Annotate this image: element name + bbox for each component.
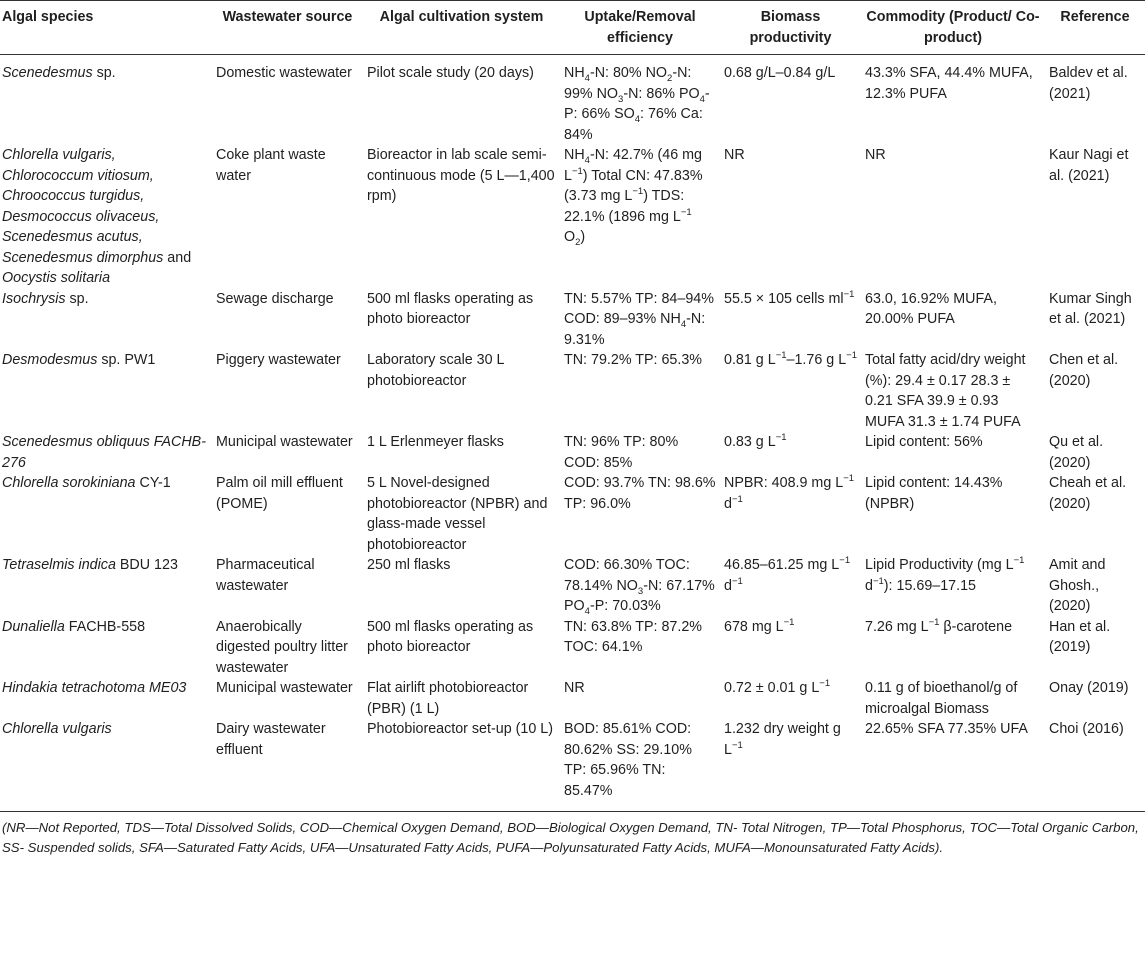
text-segment: Lipid Productivity (mg L bbox=[865, 557, 1014, 573]
cell-wastewater-source: Municipal wastewater bbox=[216, 434, 353, 450]
cell-wastewater-source: Dairy wastewater effluent bbox=[216, 721, 326, 758]
text-segment: 55.5 × 105 cells ml bbox=[724, 290, 844, 307]
text-segment: BDU 123 bbox=[115, 557, 178, 573]
text-segment: : 76% Ca: 84% bbox=[564, 106, 703, 143]
text-segment: -N: 99% NO bbox=[564, 65, 692, 102]
text-segment: O bbox=[564, 229, 576, 245]
cell-cultivation-system: 500 ml flasks operating as photo bioreactor bbox=[367, 618, 534, 655]
cell-reference: Kaur Nagi et al. (2021) bbox=[1049, 147, 1129, 184]
text-segment: –1.76 g L bbox=[786, 352, 847, 368]
text-segment: −1 bbox=[775, 432, 787, 444]
cell-biomass-productivity bbox=[720, 473, 861, 555]
text-segment: −1 bbox=[846, 350, 857, 362]
cell-commodity bbox=[861, 473, 1045, 555]
text-segment: −1 bbox=[731, 739, 743, 751]
text-segment: Lipid content: 56% bbox=[865, 434, 983, 450]
text-segment: 46.85–61.25 mg L bbox=[724, 557, 840, 573]
text-segment: 0.72 ± 0.01 g L bbox=[724, 680, 820, 696]
text-segment: Tetraselmis indica bbox=[2, 557, 116, 573]
cell-algal-species bbox=[0, 473, 212, 555]
cell-commodity bbox=[861, 432, 1045, 473]
text-segment: TN: 5.57% TP: 84–94% COD: 89–93% NH bbox=[564, 290, 714, 327]
text-segment: ) Total CN: 47.83% (3.73 mg L bbox=[564, 167, 703, 204]
cell-uptake-removal bbox=[560, 617, 720, 679]
cell-uptake-removal bbox=[560, 678, 720, 719]
cell-uptake-removal bbox=[560, 432, 720, 473]
text-segment: Dunaliella bbox=[2, 618, 65, 635]
cell-biomass-productivity bbox=[720, 145, 861, 289]
cell-biomass-productivity bbox=[720, 555, 861, 617]
text-segment: -P: 66% SO bbox=[564, 85, 710, 122]
text-segment: −1 bbox=[872, 575, 884, 587]
cell-commodity bbox=[861, 350, 1045, 432]
table-row bbox=[0, 555, 1145, 617]
cell-wastewater-source: Sewage discharge bbox=[216, 290, 334, 307]
cell-wastewater-source: Palm oil mill effluent (POME) bbox=[216, 475, 343, 512]
text-segment: 0.11 g of bioethanol/g of microalgal Biomass bbox=[865, 680, 1018, 717]
text-segment: 0.81 g L bbox=[724, 352, 776, 368]
text-segment: β-carotene bbox=[939, 618, 1013, 635]
text-segment: -N: 42.7% (46 mg L bbox=[564, 147, 702, 184]
text-segment: COD: 66.30% TOC: 78.14% NO bbox=[564, 557, 690, 594]
cell-cultivation-system: Photobioreactor set-up (10 L) bbox=[367, 721, 553, 737]
text-segment: Chlorella vulgaris, Chlorococcum vitiosum, Chroococcus turgidus, Desmococcus olivaceus, Scenedesmus acutus, Scenedesmus dimorphus bbox=[2, 147, 164, 266]
text-segment: -N: 9.31% bbox=[564, 311, 706, 348]
table-body bbox=[0, 55, 1145, 812]
table-row bbox=[0, 145, 1145, 289]
cell-uptake-removal bbox=[560, 55, 720, 146]
text-segment: ): 15.69–17.15 bbox=[883, 577, 977, 594]
cell-cultivation-system: Pilot scale study (20 days) bbox=[367, 65, 534, 81]
cell-uptake-removal bbox=[560, 555, 720, 617]
table-row bbox=[0, 55, 1145, 146]
cell-cultivation-system: Laboratory scale 30 L photobioreactor bbox=[367, 352, 504, 389]
text-segment: -N: 86% PO bbox=[623, 85, 700, 102]
header-commodity: Commodity (Product/ Co-product) bbox=[866, 9, 1040, 46]
text-segment: 4 bbox=[699, 93, 705, 105]
cell-biomass-productivity bbox=[720, 432, 861, 473]
cell-wastewater-source: Domestic wastewater bbox=[216, 65, 352, 81]
text-segment: 2 bbox=[575, 236, 581, 248]
text-segment: −1 bbox=[632, 186, 644, 198]
cell-uptake-removal bbox=[560, 289, 720, 351]
text-segment: 7.26 mg L bbox=[865, 618, 929, 635]
text-segment: ) TDS: 22.1% (1896 mg L bbox=[564, 188, 685, 225]
text-segment: −1 bbox=[731, 575, 743, 587]
text-segment: -N: 80% NO bbox=[589, 65, 668, 81]
text-segment: Desmodesmus bbox=[2, 352, 98, 368]
text-segment: 4 bbox=[584, 605, 590, 617]
cell-reference: Choi (2016) bbox=[1049, 721, 1124, 737]
text-segment: Hindakia tetrachotoma ME03 bbox=[2, 680, 187, 696]
text-segment: −1 bbox=[843, 473, 855, 485]
text-segment: TN: 63.8% TP: 87.2% TOC: 64.1% bbox=[564, 618, 703, 655]
cell-uptake-removal bbox=[560, 145, 720, 289]
cell-algal-species bbox=[0, 617, 212, 679]
text-segment: sp. bbox=[65, 290, 89, 307]
cell-biomass-productivity bbox=[720, 289, 861, 351]
cell-algal-species bbox=[0, 678, 212, 719]
cell-reference: Qu et al. (2020) bbox=[1049, 434, 1104, 471]
text-segment: 43.3% SFA, 44.4% MUFA, 12.3% PUFA bbox=[865, 65, 1033, 102]
text-segment: 4 bbox=[634, 113, 641, 125]
cell-algal-species bbox=[0, 350, 212, 432]
table-row bbox=[0, 289, 1145, 351]
text-segment: 3 bbox=[637, 585, 644, 597]
text-segment: Isochrysis bbox=[2, 290, 66, 307]
cell-algal-species bbox=[0, 289, 212, 351]
cell-wastewater-source: Coke plant waste water bbox=[216, 147, 326, 184]
text-segment: NH bbox=[564, 65, 585, 81]
text-segment: Scenedesmus bbox=[2, 65, 93, 81]
text-segment: -N: 67.17% PO bbox=[564, 577, 715, 614]
cell-commodity bbox=[861, 617, 1045, 679]
header-biomass-productivity: Biomass productivity bbox=[749, 9, 832, 46]
text-segment: −1 bbox=[1013, 555, 1025, 567]
text-segment: NPBR: 408.9 mg L bbox=[724, 475, 844, 491]
text-segment: NR bbox=[865, 147, 886, 163]
cell-commodity bbox=[861, 555, 1045, 617]
table-row bbox=[0, 719, 1145, 812]
table-footnote: (NR—Not Reported, TDS—Total Dissolved Solids, COD—Chemical Oxygen Demand, BOD—Biological Oxygen Demand, TN- Total Nitrogen, TP—Total Phosphorus, TOC—Total Organic Carbon, SS- Suspended solids, SFA—Saturated Fatty Acids, UFA—Unsaturated Fatty Acids, PUFA—Polyunsaturated Fatty Acids, MUFA—Monounsaturated Fatty Acids). bbox=[2, 820, 1139, 855]
text-segment: −1 bbox=[680, 206, 692, 218]
text-segment: ) bbox=[580, 229, 586, 245]
table-row bbox=[0, 473, 1145, 555]
cell-biomass-productivity bbox=[720, 719, 861, 812]
text-segment: Total fatty acid/dry weight (%): 29.4 ± 0.17 28.3 ± 0.21 SFA 39.9 ± 0.93 MUFA 31.3 ± 1.74 PUFA bbox=[865, 352, 1026, 430]
text-segment: Chlorella vulgaris bbox=[2, 721, 112, 737]
text-segment: d bbox=[865, 577, 873, 594]
cell-wastewater-source: Anaerobically digested poultry litter wastewater bbox=[216, 618, 348, 676]
header-wastewater-source: Wastewater source bbox=[222, 9, 353, 25]
text-segment: d bbox=[724, 495, 732, 512]
text-segment: CY-1 bbox=[135, 475, 171, 491]
cell-reference: Cheah et al. (2020) bbox=[1049, 475, 1127, 512]
text-segment: sp. PW1 bbox=[97, 352, 156, 368]
text-segment: FACHB-558 bbox=[64, 618, 146, 635]
text-segment: 63.0, 16.92% MUFA, 20.00% PUFA bbox=[865, 290, 997, 327]
text-segment: NR bbox=[724, 147, 745, 163]
text-segment: Lipid content: 14.43% (NPBR) bbox=[865, 475, 1003, 512]
cell-reference: Chen et al. (2020) bbox=[1049, 352, 1119, 389]
cell-cultivation-system: 1 L Erlenmeyer flasks bbox=[367, 434, 504, 450]
text-segment: Oocystis solitaria bbox=[2, 270, 111, 286]
cell-uptake-removal bbox=[560, 719, 720, 812]
cell-uptake-removal bbox=[560, 350, 720, 432]
cell-cultivation-system: 250 ml flasks bbox=[367, 557, 451, 573]
text-segment: −1 bbox=[571, 165, 583, 177]
cell-cultivation-system: 5 L Novel-designed photobioreactor (NPBR) and glass-made vessel photobioreactor bbox=[367, 475, 548, 553]
cell-algal-species bbox=[0, 432, 212, 473]
text-segment: Scenedesmus obliquus FACHB-276 bbox=[2, 434, 206, 471]
header-algal-species: Algal species bbox=[2, 9, 94, 25]
header-cultivation-system: Algal cultivation system bbox=[379, 9, 544, 25]
cell-algal-species bbox=[0, 719, 212, 812]
cell-wastewater-source: Piggery wastewater bbox=[216, 352, 341, 368]
cell-reference: Baldev et al. (2021) bbox=[1049, 65, 1128, 102]
table-header-row bbox=[0, 1, 1145, 55]
cell-reference: Kumar Singh et al. (2021) bbox=[1049, 290, 1132, 327]
text-segment: 0.68 g/L–0.84 g/L bbox=[724, 65, 836, 81]
table-row bbox=[0, 617, 1145, 679]
text-segment: BOD: 85.61% COD: 80.62% SS: 29.10% TP: 65.96% TN: 85.47% bbox=[564, 721, 692, 799]
text-segment: 4 bbox=[680, 318, 687, 330]
cell-biomass-productivity bbox=[720, 678, 861, 719]
cell-algal-species bbox=[0, 55, 212, 146]
cell-algal-species bbox=[0, 555, 212, 617]
header-reference: Reference bbox=[1060, 9, 1130, 25]
text-segment: 678 mg L bbox=[724, 618, 784, 635]
cell-biomass-productivity bbox=[720, 55, 861, 146]
text-segment: 3 bbox=[618, 93, 624, 105]
text-segment: sp. bbox=[92, 65, 116, 81]
text-segment: −1 bbox=[928, 616, 940, 628]
text-segment: 22.65% SFA 77.35% UFA bbox=[865, 721, 1028, 737]
table-row bbox=[0, 350, 1145, 432]
text-segment: NR bbox=[564, 680, 585, 696]
text-segment: 4 bbox=[584, 72, 590, 84]
cell-algal-species bbox=[0, 145, 212, 289]
text-segment: 0.83 g L bbox=[724, 434, 776, 450]
text-segment: -P: 70.03% bbox=[589, 598, 661, 614]
text-segment: COD: 93.7% TN: 98.6% TP: 96.0% bbox=[564, 475, 716, 512]
cell-cultivation-system: Bioreactor in lab scale semi-continuous mode (5 L—1,400 rpm) bbox=[367, 147, 555, 204]
cell-uptake-removal bbox=[560, 473, 720, 555]
cell-wastewater-source: Pharmaceutical wastewater bbox=[216, 557, 315, 594]
cell-biomass-productivity bbox=[720, 617, 861, 679]
text-segment: −1 bbox=[843, 288, 855, 300]
cell-commodity bbox=[861, 719, 1045, 812]
text-segment: TN: 79.2% TP: 65.3% bbox=[564, 352, 703, 368]
text-segment: 4 bbox=[584, 154, 590, 166]
table-row bbox=[0, 678, 1145, 719]
cell-commodity bbox=[861, 145, 1045, 289]
cell-reference: Han et al. (2019) bbox=[1049, 618, 1111, 655]
cell-wastewater-source: Municipal wastewater bbox=[216, 680, 353, 696]
text-segment: −1 bbox=[783, 616, 795, 628]
table-row bbox=[0, 432, 1145, 473]
text-segment: and bbox=[163, 249, 192, 266]
cell-cultivation-system: 500 ml flasks operating as photo bioreactor bbox=[367, 290, 534, 327]
cell-commodity bbox=[861, 678, 1045, 719]
text-segment: TN: 96% TP: 80% COD: 85% bbox=[564, 434, 679, 471]
text-segment: −1 bbox=[819, 678, 831, 690]
text-segment: −1 bbox=[775, 350, 787, 362]
cell-biomass-productivity bbox=[720, 350, 861, 432]
text-segment: −1 bbox=[839, 555, 851, 567]
cell-commodity bbox=[861, 55, 1045, 146]
cell-cultivation-system: Flat airlift photobioreactor (PBR) (1 L) bbox=[367, 680, 529, 717]
cell-reference: Amit and Ghosh., (2020) bbox=[1049, 557, 1106, 614]
text-segment: NH bbox=[564, 147, 585, 163]
text-segment: −1 bbox=[731, 493, 743, 505]
text-segment: 2 bbox=[667, 72, 673, 84]
text-segment: Chlorella sorokiniana bbox=[2, 475, 136, 491]
text-segment: d bbox=[724, 577, 732, 594]
cell-reference: Onay (2019) bbox=[1049, 680, 1129, 696]
text-segment: 1.232 dry weight g L bbox=[724, 721, 841, 758]
cell-commodity bbox=[861, 289, 1045, 351]
header-uptake-removal: Uptake/Removal efficiency bbox=[584, 9, 696, 46]
